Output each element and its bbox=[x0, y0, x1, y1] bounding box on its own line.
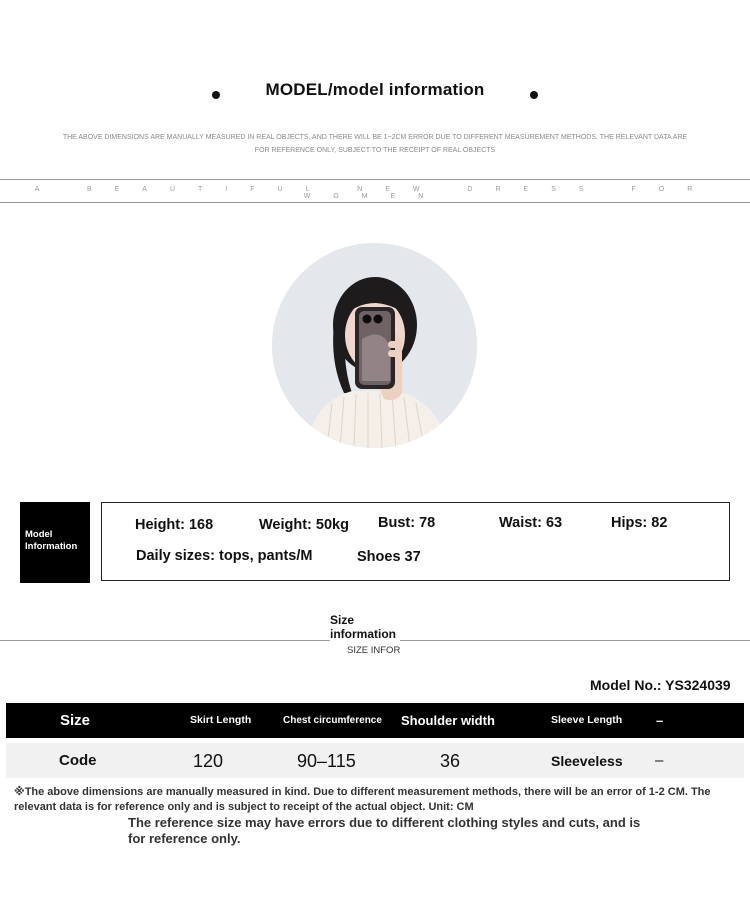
model-photo-illustration bbox=[272, 243, 477, 448]
header-size: Size bbox=[60, 712, 91, 729]
row-skirt-length: 120 bbox=[193, 751, 224, 771]
header-sleeve-length: Sleeve Length bbox=[551, 714, 623, 726]
measurement-disclaimer: THE ABOVE DIMENSIONS ARE MANUALLY MEASURED IN REAL OBJECTS, AND THERE WILL BE 1~2CM ERROR DUE TO DIFFERENT MEASUREMENT METHODS. THE RELEVANT DATA ARE FOR REFERENCE ONLY, SUBJECT TO THE RECEIPT OF REAL OBJECTS bbox=[62, 134, 688, 154]
tagline: A BEAUTIFUL NEW DRESS FOR WOMEN bbox=[34, 186, 716, 200]
measurement-note: ※The above dimensions are manually measured in kind. Due to different measurement methods, there will be an error of 1-2 CM. The relevant data is for reference only and is subject to receipt of the actual object. Unit: CM bbox=[14, 786, 711, 813]
size-table-header bbox=[6, 703, 744, 738]
model-info-box bbox=[101, 502, 730, 581]
size-information-heading bbox=[330, 613, 400, 643]
model-weight: Weight: 50kg bbox=[259, 517, 349, 533]
model-number: Model No.: YS324039 bbox=[590, 677, 731, 693]
header-chest-circumference: Chest circumference bbox=[283, 715, 382, 726]
model-information-label bbox=[20, 502, 90, 583]
header-extra: – bbox=[656, 713, 664, 728]
model-label-line1: Model bbox=[25, 529, 53, 540]
model-height: Height: 168 bbox=[135, 517, 214, 533]
model-photo bbox=[272, 243, 477, 448]
tagline-divider bbox=[0, 202, 750, 203]
model-bust: Bust: 78 bbox=[378, 515, 436, 531]
model-daily-sizes: Daily sizes: tops, pants/M bbox=[136, 548, 313, 564]
model-hips: Hips: 82 bbox=[611, 515, 668, 531]
model-waist: Waist: 63 bbox=[499, 515, 563, 531]
size-heading-line2: information bbox=[330, 627, 396, 641]
header-skirt-length: Skirt Length bbox=[190, 714, 252, 726]
row-size-code: Code bbox=[59, 752, 97, 769]
size-info-subheading: SIZE INFOR bbox=[347, 645, 401, 656]
right-bullet-dot bbox=[530, 91, 538, 99]
model-shoes: Shoes 37 bbox=[357, 549, 421, 565]
model-label-line2: Information bbox=[25, 541, 78, 552]
header-shoulder-width: Shoulder width bbox=[401, 713, 495, 728]
row-shoulder-width: 36 bbox=[440, 751, 461, 771]
top-divider bbox=[0, 179, 750, 180]
size-table-row bbox=[6, 743, 744, 778]
page-title: MODEL/model information bbox=[265, 80, 485, 99]
row-extra: – bbox=[655, 752, 664, 769]
row-chest-circumference: 90–115 bbox=[297, 751, 356, 771]
size-heading-line1: Size bbox=[330, 613, 355, 627]
row-sleeve-length: Sleeveless bbox=[551, 753, 623, 769]
reference-note: The reference size may have errors due to different clothing styles and cuts, and is for reference only. bbox=[128, 815, 641, 846]
